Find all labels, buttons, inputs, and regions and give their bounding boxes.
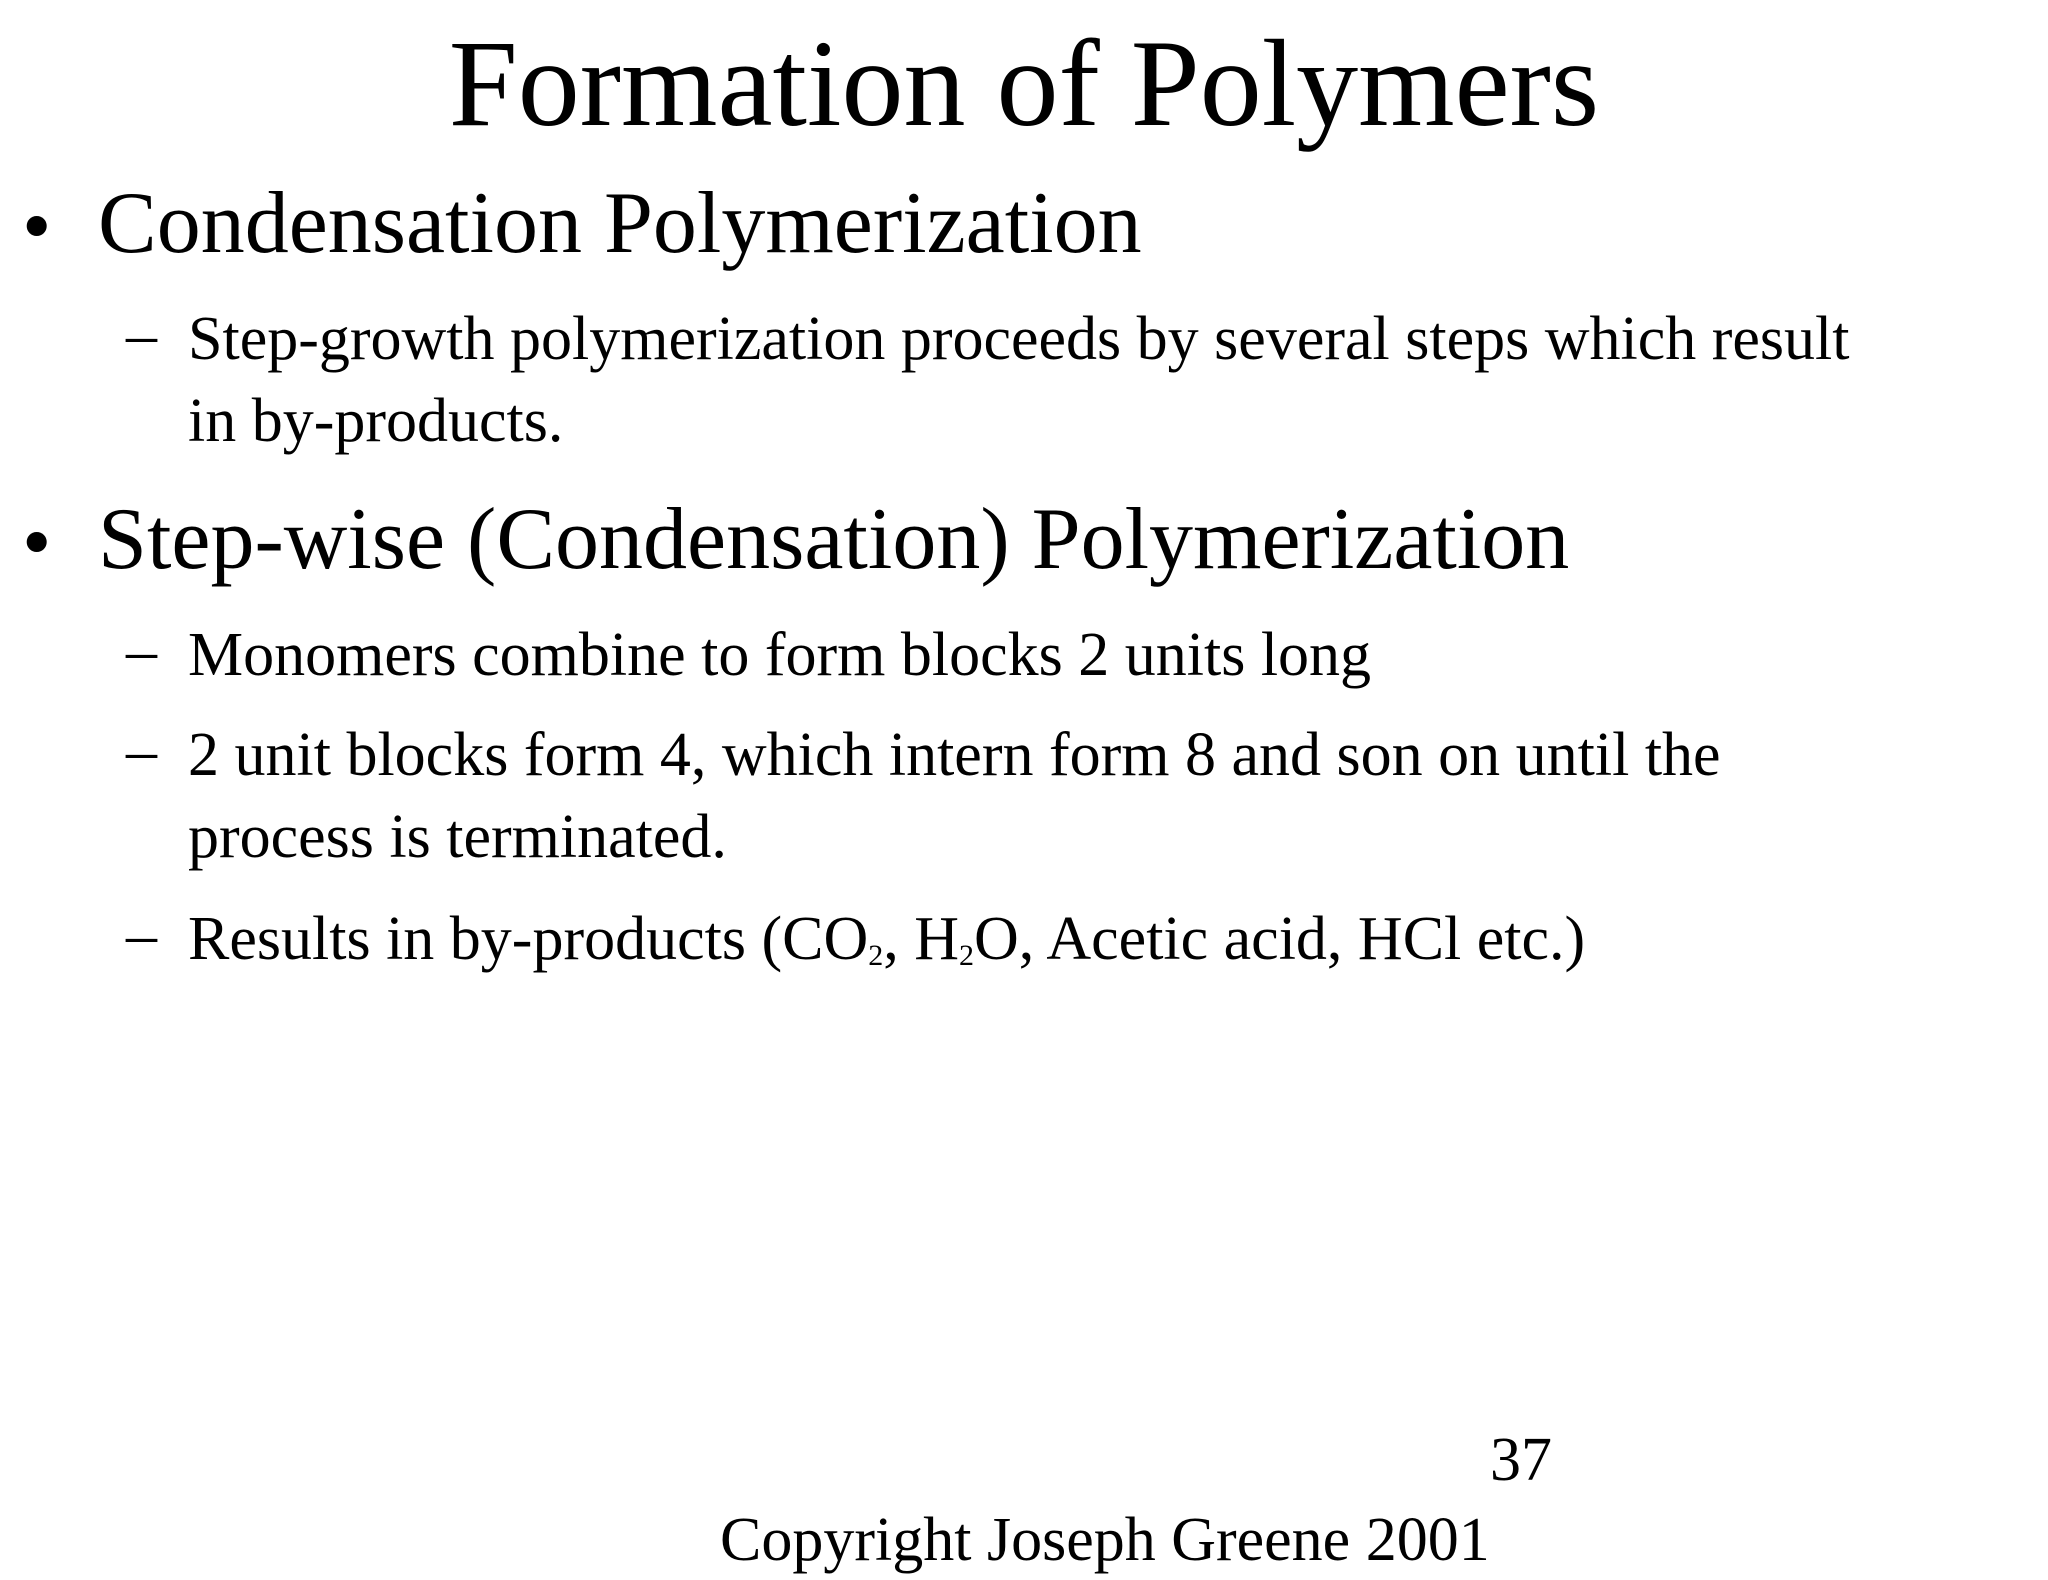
bullet-heading-condensation: Condensation Polymerization	[98, 175, 1142, 272]
sub-bullet-marker: –	[126, 901, 157, 969]
sub-bullet-step-growth-line-2: in by-products.	[188, 387, 564, 455]
sub-bullet-blocks-line-2: process is terminated.	[188, 803, 727, 871]
page-number: 37	[1490, 1426, 1552, 1494]
sub-bullet-step-growth-line-1: Step-growth polymerization proceeds by several steps which result	[188, 305, 1850, 373]
sub-bullet-marker: –	[126, 717, 157, 785]
copyright-footer: Copyright Joseph Greene 2001	[720, 1506, 1490, 1574]
by-products-text-c: O, Acetic acid, HCl etc.)	[974, 905, 1586, 973]
bullet-heading-step-wise: Step-wise (Condensation) Polymerization	[98, 491, 1570, 588]
bullet-marker: •	[22, 496, 52, 589]
sub-bullet-marker: –	[126, 617, 157, 685]
sub-bullet-monomers: Monomers combine to form blocks 2 units long	[188, 621, 1372, 689]
subscript-h2o: 2	[959, 939, 975, 972]
by-products-text-b: , H	[883, 905, 960, 973]
slide-title: Formation of Polymers	[448, 15, 1600, 152]
sub-bullet-blocks-line-1: 2 unit blocks form 4, which intern form 8 and son on until the	[188, 721, 1721, 789]
subscript-co2: 2	[868, 939, 884, 972]
bullet-marker: •	[22, 180, 52, 273]
sub-bullet-marker: –	[126, 301, 157, 369]
sub-bullet-by-products	[188, 898, 1585, 980]
by-products-text-a: Results in by-products (CO	[188, 905, 869, 973]
